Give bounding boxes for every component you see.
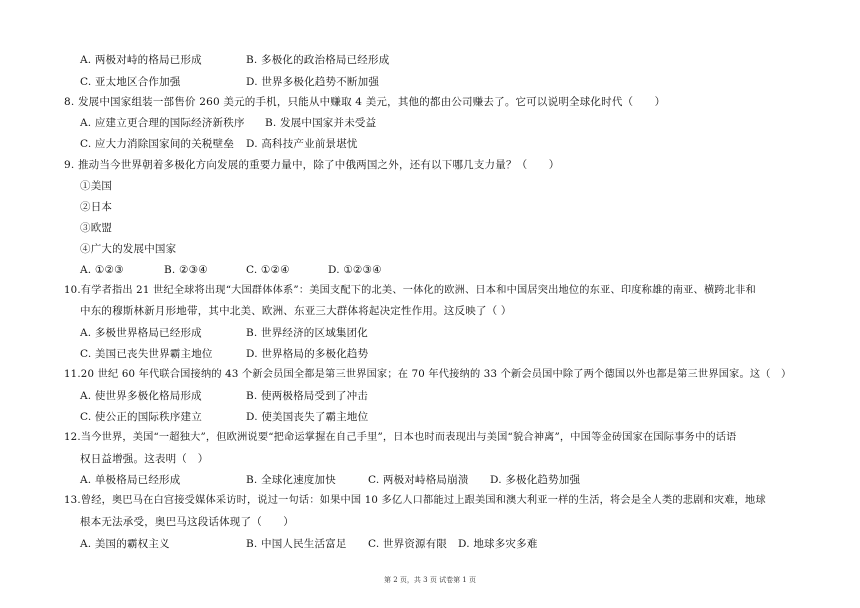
q12-stem-text-1: 12.当今世界，美国“一超独大”，但欧洲说要“把命运掌握在自己手里”，日本也时而表现出与美国“貌合神离”，中国等金砖国家在国际事务中的话语 xyxy=(64,432,737,443)
q9-item-2-text: ②日本 xyxy=(80,201,113,213)
q8-option-d: D. 高科技产业前景堪忧 xyxy=(246,138,358,150)
q12-stem-text-2: 权日益增强。这表明（ ） xyxy=(80,453,209,465)
q9-stem-text: 9. 推动当今世界朝着多极化方向发展的重要力量中，除了中俄两国之外，还有以下哪几支力量？（ ） xyxy=(64,159,560,171)
q10-stem-text-2: 中东的穆斯林新月形地带，其中北美、欧洲、东亚三大群体将起决定性作用。这反映了（ ） xyxy=(80,305,512,317)
q11-stem-text: 11.20 世纪 60 年代联合国接纳的 43 个新会员国全都是第三世界国家；在 70 年代接纳的 33 个新会员国中除了两个德国以外也都是第三世界国家。这（ ） xyxy=(64,369,792,380)
q10-option-a: A. 多极世界格局已经形成 xyxy=(80,327,202,339)
q13-stem-text-2: 根本无法承受，奥巴马这段话体现了（ ） xyxy=(80,516,294,528)
q7-option-a: A. 两极对峙的格局已形成 xyxy=(80,54,202,66)
q9-item-1-text: ①美国 xyxy=(80,180,113,192)
q9-item-3-text: ③欧盟 xyxy=(80,222,113,234)
q10-option-c: C. 美国已丧失世界霸主地位 xyxy=(80,348,213,360)
q11-option-c: C. 使公正的国际秩序建立 xyxy=(80,411,202,423)
q7-option-b: B. 多极化的政治格局已经形成 xyxy=(246,54,390,66)
q9-item-4-text: ④广大的发展中国家 xyxy=(80,243,177,255)
q9-option-a: A. ①②③ xyxy=(80,264,124,276)
q9-option-d: D. ①②③④ xyxy=(328,264,382,276)
q8-option-b: B. 发展中国家并未受益 xyxy=(265,117,377,129)
q12-option-a: A. 单极格局已经形成 xyxy=(80,474,181,486)
q13-option-a: A. 美国的霸权主义 xyxy=(80,538,170,550)
q7-option-d: D. 世界多极化趋势不断加强 xyxy=(246,76,380,88)
q13-option-d: D. 地球多灾多难 xyxy=(458,538,538,550)
q11-option-d: D. 使美国丧失了霸主地位 xyxy=(246,411,369,423)
q12-option-b: B. 全球化速度加快 xyxy=(246,474,336,486)
q8-option-a: A. 应建立更合理的国际经济新秩序 xyxy=(80,117,245,129)
q13-stem-text-1: 13.曾经，奥巴马在白宫接受媒体采访时，说过一句话：如果中国 10 多亿人口都能过上跟美国和澳大利亚一样的生活，将会是全人类的悲剧和灾难，地球 xyxy=(64,495,766,506)
q8-stem-text: 8. 发展中国家组装一部售价 260 美元的手机，只能从中赚取 4 美元，其他的都由公司赚去了。它可以说明全球化时代（ ） xyxy=(64,96,666,108)
q12-option-c: C. 两极对峙格局崩溃 xyxy=(368,474,469,486)
q11-option-a: A. 使世界多极化格局形成 xyxy=(80,390,202,402)
page-footer: 第 2 页，共 3 页 试卷第 1 页 xyxy=(384,576,476,584)
q10-option-d: D. 世界格局的多极化趋势 xyxy=(246,348,369,360)
q7-option-c: C. 亚太地区合作加强 xyxy=(80,76,181,88)
q11-option-b: B. 使两极格局受到了冲击 xyxy=(246,390,368,402)
q8-option-c: C. 应大力消除国家间的关税壁垒 xyxy=(80,138,235,150)
q13-option-b: B. 中国人民生活富足 xyxy=(246,538,347,550)
q9-option-b: B. ②③④ xyxy=(164,264,208,276)
q13-option-c: C. 世界资源有限 xyxy=(368,538,448,550)
q10-stem-text-1: 10.有学者指出 21 世纪全球将出现“大国群体体系”：美国支配下的北美、一体化的欧洲、日本和中国居突出地位的东亚、印度称雄的南亚、横跨北非和 xyxy=(64,285,756,296)
q12-option-d: D. 多极化趋势加强 xyxy=(490,474,581,486)
q9-option-c: C. ①②④ xyxy=(246,264,290,276)
q10-option-b: B. 世界经济的区域集团化 xyxy=(246,327,368,339)
